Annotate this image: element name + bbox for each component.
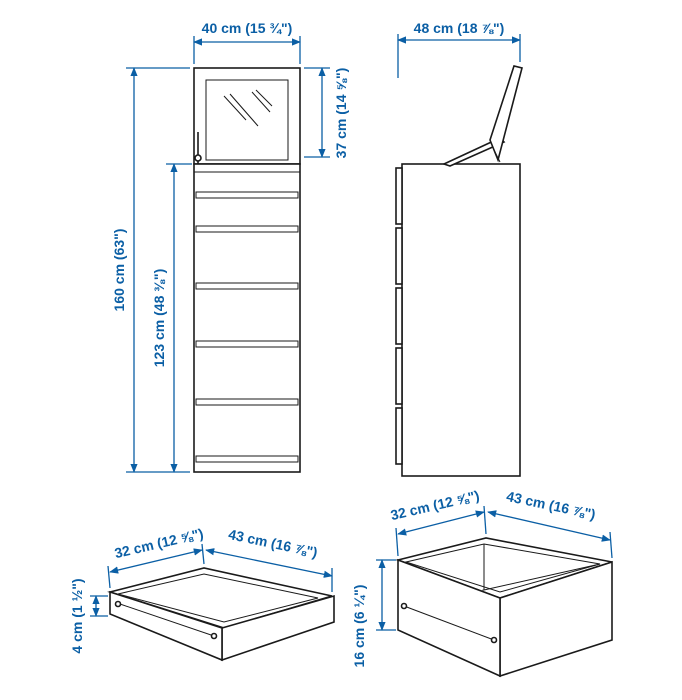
small-drawer <box>69 525 334 660</box>
small-drawer-depth-label: 43 cm (16 ⅞") <box>227 525 320 561</box>
chest-body <box>194 164 300 472</box>
side-depth-label: 48 cm (18 ⅞") <box>413 20 505 36</box>
large-drawer-height-label: 16 cm (6 ¼") <box>351 584 367 668</box>
front-width-label: 40 cm (15 ¾") <box>201 20 293 36</box>
side-chest-body <box>402 164 520 476</box>
small-drawer-height-label: 4 cm (1 ½") <box>69 578 85 654</box>
side-drawer-fronts <box>396 168 402 464</box>
total-height-label: 160 cm (63") <box>111 228 127 312</box>
cabinet-height-label: 123 cm (48 ⅜") <box>151 268 167 368</box>
side-view <box>396 20 522 476</box>
large-drawer-width-label: 32 cm (12 ⅝") <box>388 487 481 524</box>
mirror-frame <box>194 68 300 164</box>
large-drawer <box>351 487 612 676</box>
small-drawer-width-label: 32 cm (12 ⅝") <box>112 525 205 562</box>
front-view <box>111 20 349 472</box>
mirror-height-label: 37 cm (14 ⅝") <box>333 67 349 159</box>
large-drawer-depth-label: 43 cm (16 ⅞") <box>505 487 598 523</box>
side-mirror <box>490 66 522 160</box>
